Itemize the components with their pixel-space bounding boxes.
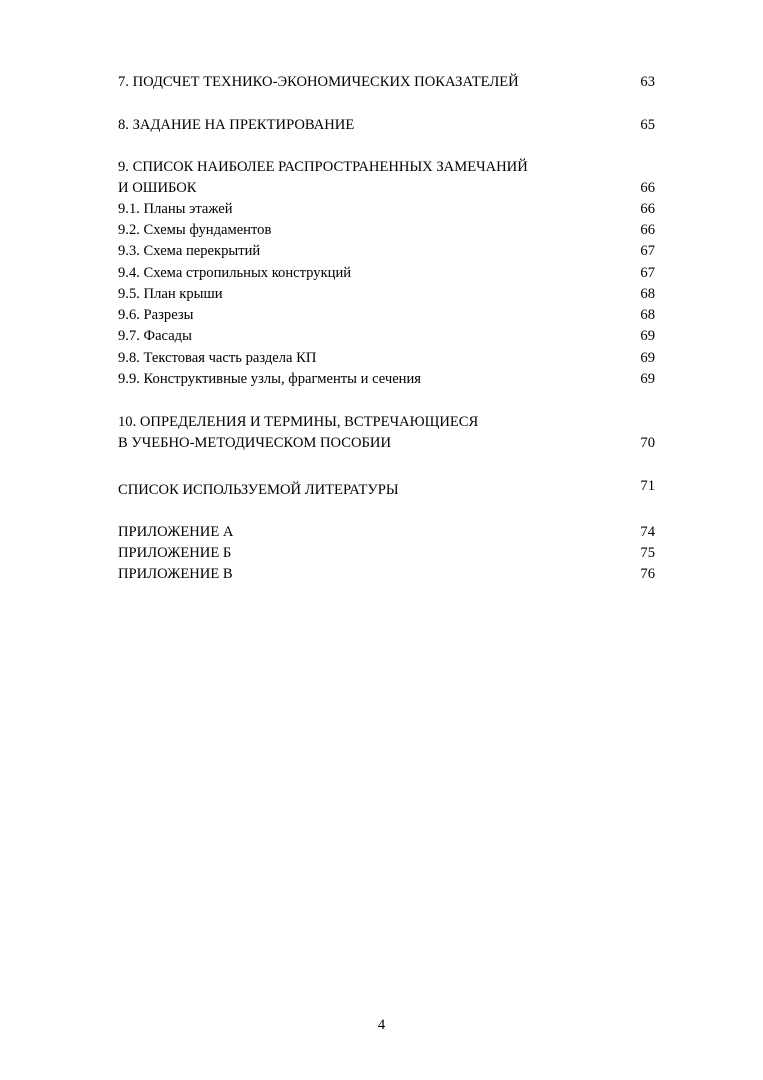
toc-entry-references-page: 71 [640, 478, 655, 494]
toc-entry-9-4-page: 67 [640, 265, 655, 281]
toc-entry-9-2-page: 66 [640, 222, 655, 238]
toc-entry-9-1-title: 9.1. Планы этажей [118, 201, 233, 217]
toc-entry-9-3-title: 9.3. Схема перекрытий [118, 243, 261, 259]
toc-entry-references-title: СПИСОК ИСПОЛЬЗУЕМОЙ ЛИТЕРАТУРЫ [118, 482, 399, 498]
toc-entry-9-7-title: 9.7. Фасады [118, 328, 192, 344]
toc-entry-9-9-page: 69 [640, 371, 655, 387]
toc-entry-appendix-b-page: 75 [640, 545, 655, 561]
toc-entry-9-title-line2: И ОШИБОК [118, 180, 197, 196]
toc-entry-9-6-title: 9.6. Разрезы [118, 307, 194, 323]
toc-entry-9-3-page: 67 [640, 243, 655, 259]
toc-entry-appendix-b-title: ПРИЛОЖЕНИЕ Б [118, 545, 232, 561]
toc-entry-9-6-page: 68 [640, 307, 655, 323]
toc-entry-9-8-page: 69 [640, 350, 655, 366]
page-number: 4 [377, 1017, 386, 1033]
toc-entry-9-7-page: 69 [640, 328, 655, 344]
toc-entry-appendix-a-page: 74 [640, 524, 655, 540]
toc-entry-appendix-v-page: 76 [640, 566, 655, 582]
toc-entry-10-title-line1: 10. ОПРЕДЕЛЕНИЯ И ТЕРМИНЫ, ВСТРЕЧАЮЩИЕСЯ [118, 414, 479, 430]
toc-entry-appendix-v-title: ПРИЛОЖЕНИЕ В [118, 566, 233, 582]
toc-entry-9-2-title: 9.2. Схемы фундаментов [118, 222, 272, 238]
toc-entry-8-title: 8. ЗАДАНИЕ НА ПРЕКТИРОВАНИЕ [118, 117, 355, 133]
toc-entry-9-8-title: 9.8. Текстовая часть раздела КП [118, 350, 317, 366]
toc-entry-7-page: 63 [640, 74, 655, 90]
toc-entry-9-5-title: 9.5. План крыши [118, 286, 223, 302]
toc-entry-9-9-title: 9.9. Конструктивные узлы, фрагменты и сечения [118, 371, 422, 387]
toc-entry-9-page: 66 [640, 180, 655, 196]
toc-entry-9-5-page: 68 [640, 286, 655, 302]
toc-entry-8-page: 65 [640, 117, 655, 133]
toc-entry-appendix-a-title: ПРИЛОЖЕНИЕ А [118, 524, 234, 540]
toc-entry-10-title-line2: В УЧЕБНО-МЕТОДИЧЕСКОМ ПОСОБИИ [118, 435, 392, 451]
toc-entry-9-4-title: 9.4. Схема стропильных конструкций [118, 265, 352, 281]
toc-entry-7-title: 7. ПОДСЧЕТ ТЕХНИКО-ЭКОНОМИЧЕСКИХ ПОКАЗАТЕЛЕЙ [118, 74, 519, 90]
toc-entry-9-1-page: 66 [640, 201, 655, 217]
toc-entry-9-title-line1: 9. СПИСОК НАИБОЛЕЕ РАСПРОСТРАНЕННЫХ ЗАМЕЧАНИЙ [118, 159, 528, 175]
toc-entry-10-page: 70 [640, 435, 655, 451]
